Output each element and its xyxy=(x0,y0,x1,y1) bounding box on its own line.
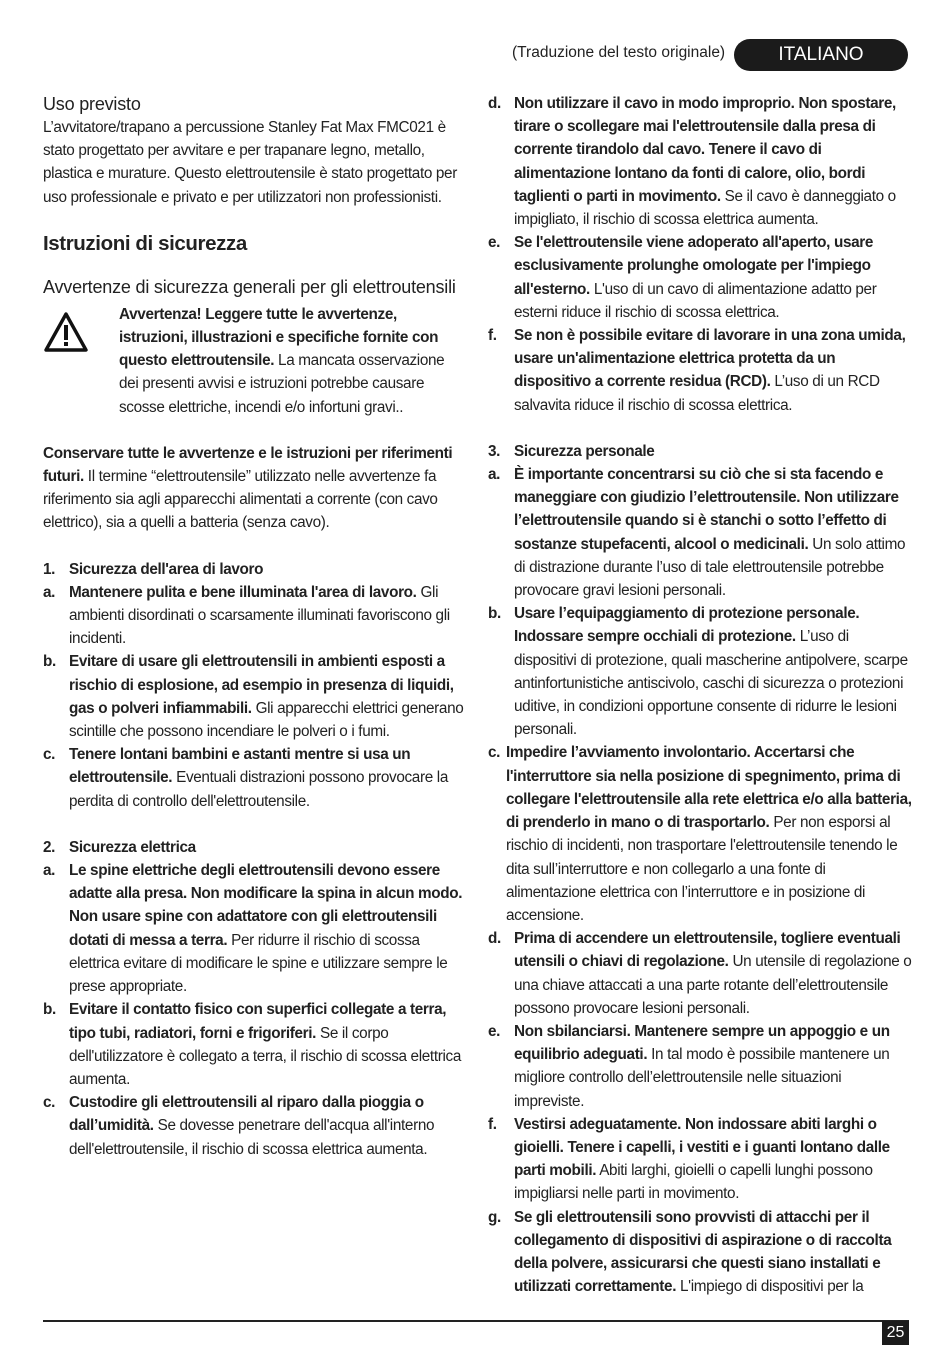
page-number xyxy=(882,1321,909,1345)
section-number: 3. xyxy=(488,442,501,460)
item-text: Eventuali distrazioni possono provocare la perdita di controllo dell'elettroutensile. xyxy=(69,769,448,810)
item-bold-text: Evitare di usare gli elettroutensili in ambienti esposti a rischio di esplosione, ad esempio in presenza di liquidi, gas o polveri infiammabili. xyxy=(69,653,454,717)
list-item xyxy=(43,859,465,998)
keep-text: Il termine “elettroutensile” utilizzato nelle avvertenze fa riferimento sia agli apparecchi alimentati a corrente (con cavo elettrico), sia a quelli a batteria (senza cavo). xyxy=(43,468,438,532)
uso-paragraph: L’avvitatore/trapano a percussione Stanley Fat Max FMC021 è stato progettato per avvitare e per trapanare legno, metallo, plastica e murature. Questo elettroutensile è stato progettato per uso professionale e privato e per utilizzatori non professionisti. xyxy=(43,119,457,206)
item-label: a. xyxy=(43,583,56,601)
item-label: b. xyxy=(488,605,501,623)
translation-note: (Traduzione del testo originale) xyxy=(512,44,726,61)
section-heading-istruzioni: Istruzioni di sicurezza xyxy=(43,231,247,255)
item-label: d. xyxy=(488,95,501,112)
list-item xyxy=(488,324,913,417)
item-text: Un solo attimo di distrazione durante l’uso di tale elettroutensile potrebbe provocare gravi lesioni personali. xyxy=(514,535,906,600)
item-text: Gli ambienti disordinati o scarsamente illuminati favoriscono gli incidenti. xyxy=(69,583,450,648)
item-label: e. xyxy=(488,1022,501,1040)
item-bold-text: Le spine elettriche degli elettroutensili devono essere adatte alla presa. Non modificare la spina in alcun modo. xyxy=(69,862,463,903)
keep-paragraph xyxy=(43,442,465,535)
item-text: Un utensile di regolazione o una chiave attaccati a una parte rotante dell’elettroutensile possono provocare lesioni personali. xyxy=(514,953,912,1017)
item-label: c. xyxy=(43,1094,56,1112)
list-item xyxy=(488,463,913,602)
item-text: Per non esporsi al rischio di incidenti, non trasportare l'elettroutensile tenendo le dita sull’interruttore e non collegarlo a una fonte di alimentazione elettrica con l’interruttore e in posizione di accensione. xyxy=(506,814,898,924)
language-label: ITALIANO xyxy=(778,44,864,65)
item-bold-text: Non utilizzare il cavo in modo improprio. Non spostare, tirare o scollegare mai l'elettroutensile dalla presa di corrente tirandolo dal cavo. Tenere il cavo di alimentazione lontano da fonti di calore, olio, bordi taglienti o parti in movimento. xyxy=(514,95,896,205)
section-number: 1. xyxy=(43,560,56,578)
item-label: a. xyxy=(488,466,501,484)
list-item xyxy=(488,741,913,927)
list-item xyxy=(488,602,913,741)
section-3-heading xyxy=(488,440,913,463)
item-label: b. xyxy=(43,1001,56,1019)
list-item xyxy=(488,1113,913,1206)
item-label: f. xyxy=(488,327,497,345)
item-text: L’uso di un RCD salvavita riduce il rischio di scossa elettrica. xyxy=(514,373,880,414)
section-heading-avvertenze: Avvertenze di sicurezza generali per gli elettroutensili xyxy=(43,276,456,297)
item-label: c. xyxy=(43,746,56,764)
item-bold-text: Se non è possibile evitare di lavorare in una zona umida, usare un'alimentazione elettrica protetta da un dispositivo a corrente residua (RCD). xyxy=(514,327,906,391)
footer-rule xyxy=(43,1320,909,1322)
warning-text: La mancata osservazione dei presenti avvisi e istruzioni potrebbe causare scosse elettriche, incendi e/o infortuni gravi.. xyxy=(119,352,445,416)
list-item xyxy=(43,581,465,651)
section-number: 2. xyxy=(43,838,56,856)
warning-bold-text: Avvertenza! Leggere tutte le avvertenze, istruzioni, illustrazioni e specifiche fornite con questo elettroutensile. xyxy=(119,305,439,370)
left-column xyxy=(43,92,465,1161)
item-text: Per ridurre il rischio di scossa elettrica evitare di modificare le spine e utilizzare sempre le prese appropriate. xyxy=(69,931,448,996)
warning-triangle-icon xyxy=(43,303,119,419)
right-column xyxy=(488,92,913,1298)
item-text: Abiti larghi, gioielli o capelli lunghi possono impigliarsi nelle parti in movimento. xyxy=(514,1162,873,1203)
item-label: a. xyxy=(43,862,56,880)
item-bold-text: Impedire l’avviamento involontario. Accertarsi che l'interruttore sia nella posizione di spegnimento, prima di collegare l'elettroutensile alla rete elettrica e/o alla batteria, di prenderlo in mano o di trasportarlo. xyxy=(506,744,912,832)
list-item xyxy=(43,650,465,743)
section-title: Sicurezza personale xyxy=(514,442,655,460)
keep-bold-text: Conservare tutte le avvertenze e le istruzioni per riferimenti futuri. xyxy=(43,444,453,486)
item-bold-text: Non usare spine con adattatore con gli elettroutensili dotati di messa a terra. xyxy=(69,908,437,949)
list-item xyxy=(43,998,465,1091)
list-item xyxy=(488,927,913,1020)
list-item xyxy=(43,743,465,813)
section-1-heading xyxy=(43,558,465,581)
item-bold-text: Non sbilanciarsi. Mantenere sempre un appoggio e un equilibrio adeguati. xyxy=(514,1022,890,1064)
item-bold-text: È importante concentrarsi su ciò che si sta facendo e maneggiare con giudizio l’elettroutensile. Non utilizzare l’elettroutensile quando si è stanchi o sotto l’effetto di sostanze stupefacenti, alcool o medicinali. xyxy=(514,466,899,553)
section-2-heading xyxy=(43,836,465,859)
language-badge xyxy=(734,39,908,71)
item-text: Se il corpo dell'utilizzatore è collegato a terra, il rischio di scossa elettrica aumenta. xyxy=(69,1024,461,1088)
item-label: b. xyxy=(43,653,56,671)
item-bold-text: Prima di accendere un elettroutensile, togliere eventuali utensili o chiavi di regolazione. xyxy=(514,930,901,971)
item-text: L'impiego di dispositivi per la xyxy=(676,1278,864,1296)
item-bold-text: Se l'elettroutensile viene adoperato all'aperto, usare esclusivamente prolunghe omologate per l'impiego all'esterno. xyxy=(514,234,874,298)
list-item xyxy=(488,1020,913,1113)
item-text: In tal modo è possibile mantenere un migliore controllo dell’elettroutensile nelle situazioni impreviste. xyxy=(514,1046,890,1110)
item-bold-text: Tenere lontani bambini e astanti mentre si usa un elettroutensile. xyxy=(69,746,411,787)
section-title: Sicurezza dell'area di lavoro xyxy=(69,560,264,578)
item-text: L’uso di dispositivi di protezione, quali mascherine antipolvere, scarpe antinfortunistiche antiscivolo, caschi di sicurezza o protezioni uditive, in condizioni opportune consente di ridurre le lesioni personali. xyxy=(514,628,908,739)
list-item xyxy=(488,92,913,231)
section-heading-uso: Uso previsto xyxy=(43,94,141,114)
list-item xyxy=(488,231,913,324)
section-title: Sicurezza elettrica xyxy=(69,838,196,856)
item-text: Gli apparecchi elettrici generano scintille che possono incendiare le polveri o i fumi. xyxy=(69,699,464,741)
item-label: f. xyxy=(488,1115,497,1133)
list-item xyxy=(488,1206,913,1299)
item-label: d. xyxy=(488,930,501,948)
item-text: L'uso di un cavo di alimentazione adatto per esterni riduce il rischio di scossa elettrica. xyxy=(514,280,877,321)
item-bold-text: Custodire gli elettroutensili al riparo dalla pioggia o dall’umidità. xyxy=(69,1094,424,1135)
page-number-label: 25 xyxy=(886,1324,905,1341)
item-label: c. xyxy=(488,744,501,762)
item-bold-text: Usare l’equipaggiamento di protezione personale. Indossare sempre occhiali di protezione. xyxy=(514,605,860,646)
item-bold-text: Se gli elettroutensili sono provvisti di attacchi per il collegamento di dispositivi di aspirazione o di raccolta della polvere, assicurarsi che questi siano installati e utilizzati correttamente. xyxy=(514,1208,892,1296)
item-label: g. xyxy=(488,1208,501,1226)
list-item xyxy=(43,1091,465,1161)
item-text: Se dovesse penetrare dell'acqua all'interno dell'elettroutensile, il rischio di scossa elettrica aumenta. xyxy=(69,1117,435,1158)
warning-block xyxy=(43,303,465,419)
item-bold-text: Vestirsi adeguatamente. Non indossare abiti larghi o gioielli. Tenere i capelli, i vestiti e i guanti lontano dalle parti mobili. xyxy=(514,1115,890,1180)
item-bold-text: Mantenere pulita e bene illuminata l'area di lavoro. xyxy=(69,583,417,601)
item-label: e. xyxy=(488,234,501,252)
item-bold-text: Evitare il contatto fisico con superfici collegate a terra, tipo tubi, radiatori, forni e frigoriferi. xyxy=(69,1001,447,1042)
item-text: Se il cavo è danneggiato o impigliato, il rischio di scossa elettrica aumenta. xyxy=(514,187,896,229)
